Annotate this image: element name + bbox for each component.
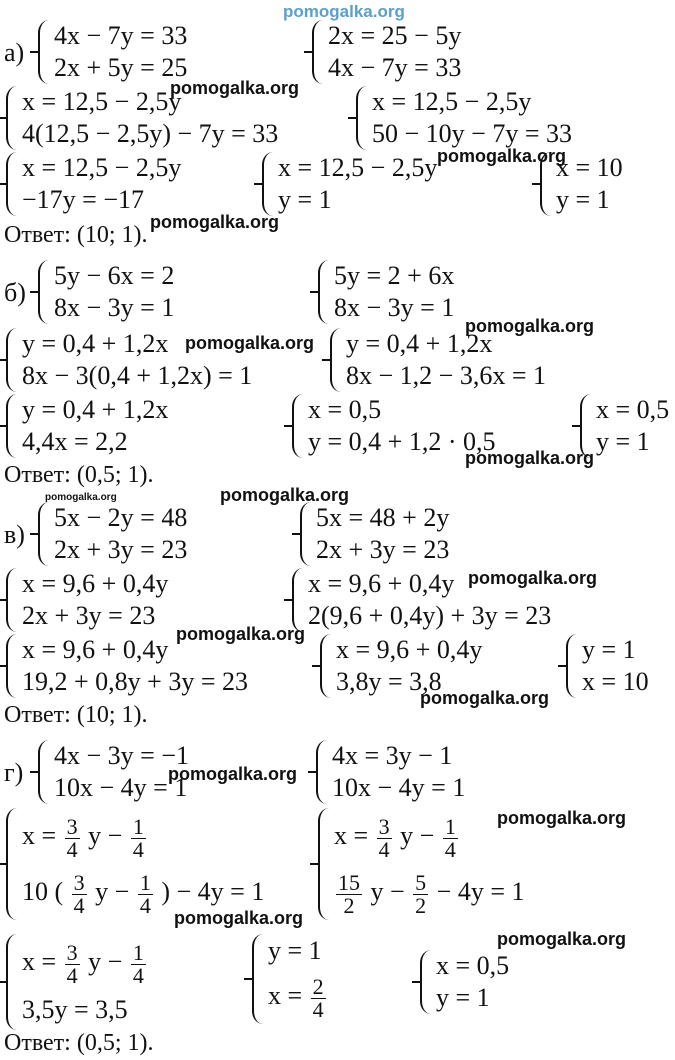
equation-system <box>262 152 437 216</box>
equation: x = 10 <box>556 153 623 182</box>
equation-system <box>6 634 248 698</box>
watermark: pomogalka.org <box>468 568 598 588</box>
brace <box>38 502 49 566</box>
equation-system <box>38 740 189 804</box>
part-label: а) <box>4 38 25 67</box>
equation-system <box>300 502 449 566</box>
equation: x = 9,6 + 0,4y <box>22 635 169 664</box>
equation-system <box>316 740 465 804</box>
watermark: pomogalka.org <box>497 929 627 949</box>
equation: 3,5y = 3,5 <box>22 995 128 1024</box>
answer: Ответ: (10; 1). <box>4 702 148 728</box>
equation: 4x − 7y = 33 <box>328 53 462 82</box>
equation-system <box>330 328 546 392</box>
equation: x = $\frac{3}{4}$ y − $\frac{1}{4}$ <box>22 939 144 988</box>
brace <box>38 740 49 804</box>
equation-system <box>38 502 187 566</box>
equation: 4x − 3y = −1 <box>54 741 189 770</box>
equation: x = 0,5 <box>436 951 510 980</box>
watermark: pomogalka.org <box>185 333 315 353</box>
equation-system <box>320 634 482 698</box>
equation-system <box>292 394 495 458</box>
brace <box>262 152 273 216</box>
brace <box>580 394 591 458</box>
equation: 2x = 25 − 5y <box>328 21 462 50</box>
equation: 50 − 10y − 7y = 33 <box>372 119 572 148</box>
brace <box>6 934 17 1030</box>
brace <box>292 394 303 458</box>
equation: 19,2 + 0,8y + 3y = 23 <box>22 667 248 696</box>
equation: 4x = 3y − 1 <box>332 741 453 770</box>
equation: 5y = 2 + 6x <box>334 261 455 290</box>
fraction: $\frac{15}{2}$ <box>338 869 360 918</box>
equation: 3,8y = 3,8 <box>336 667 442 696</box>
equation: 4x − 7y = 33 <box>54 21 188 50</box>
brace <box>6 328 17 392</box>
brace <box>320 634 331 698</box>
watermark: pomogalka.org <box>174 908 304 928</box>
equation: y = 1 <box>436 983 490 1012</box>
equation: 2x + 3y = 23 <box>316 535 450 564</box>
fraction: $\frac{1}{4}$ <box>139 869 151 918</box>
equation: y = 0,4 + 1,2 · 0,5 <box>308 427 496 456</box>
equation: x = 9,6 + 0,4y <box>336 635 483 664</box>
equation: y = 1 <box>268 936 322 965</box>
fraction: $\frac{3}{4}$ <box>66 939 78 988</box>
equation: 4,4x = 2,2 <box>22 427 128 456</box>
brace <box>316 740 327 804</box>
brace <box>6 152 17 216</box>
watermark: pomogalka.org <box>465 316 595 336</box>
equation-system <box>6 934 148 1030</box>
brace <box>318 808 329 920</box>
fraction: $\frac{5}{2}$ <box>415 869 427 918</box>
fraction: $\frac{2}{4}$ <box>312 973 324 1022</box>
equation: 2x + 5y = 25 <box>54 53 188 82</box>
equation: 2(9,6 + 0,4y) + 3y = 23 <box>308 601 552 630</box>
answer: Ответ: (0,5; 1). <box>4 462 154 488</box>
part-label: б) <box>4 278 26 307</box>
brace <box>38 20 49 84</box>
equation: y = 1 <box>278 185 332 214</box>
brace <box>420 950 431 1014</box>
brace <box>312 20 323 84</box>
equation-system <box>318 260 454 324</box>
equation-system <box>6 808 264 920</box>
equation: 10x − 4y = 1 <box>332 773 466 802</box>
equation: 4(12,5 − 2,5y) − 7y = 33 <box>22 119 279 148</box>
brace <box>330 328 341 392</box>
watermark: pomogalka.org <box>176 624 306 644</box>
equation-system <box>312 20 461 84</box>
fraction: $\frac{1}{4}$ <box>132 813 144 862</box>
equation: y = 1 <box>582 635 636 664</box>
equation: 10 ( $\frac{3}{4}$ y − $\frac{1}{4}$ ) − 4y = 1 <box>22 869 265 918</box>
equation: 2x + 3y = 23 <box>22 601 156 630</box>
equation: x = 12,5 − 2,5y <box>22 153 182 182</box>
fraction: $\frac{3}{4}$ <box>378 813 390 862</box>
equation: x = 9,6 + 0,4y <box>22 569 169 598</box>
equation: x = $\frac{3}{4}$ y − $\frac{1}{4}$ <box>22 813 144 862</box>
equation-system <box>6 152 181 216</box>
brace <box>566 634 577 698</box>
watermark: pomogalka.org <box>168 764 298 784</box>
brace <box>300 502 311 566</box>
brace <box>6 394 17 458</box>
watermark-top: pomogalka.org <box>283 2 405 21</box>
watermark-small: pomogalka.org <box>45 492 117 503</box>
watermark: pomogalka.org <box>497 808 627 828</box>
fraction: $\frac{3}{4}$ <box>66 813 78 862</box>
equation: x = 0,5 <box>308 395 382 424</box>
equation-system <box>540 152 623 216</box>
brace <box>6 568 17 632</box>
brace <box>38 260 49 324</box>
equation-system <box>6 568 168 632</box>
fraction: $\frac{1}{4}$ <box>444 813 456 862</box>
equation-system <box>6 394 168 458</box>
equation-system <box>6 328 252 392</box>
brace <box>292 568 303 632</box>
equation-system <box>420 950 509 1014</box>
equation-system <box>356 86 572 150</box>
part-label: г) <box>4 758 24 787</box>
equation-system <box>38 20 187 84</box>
equation: 2x + 3y = 23 <box>54 535 188 564</box>
brace <box>540 152 551 216</box>
brace <box>6 634 17 698</box>
equation-system <box>292 568 551 632</box>
brace <box>6 86 17 150</box>
watermark: pomogalka.org <box>465 448 595 468</box>
fraction: $\frac{1}{4}$ <box>132 939 144 988</box>
equation: x = 12,5 − 2,5y <box>372 87 532 116</box>
watermark: pomogalka.org <box>150 212 280 232</box>
equation-system <box>580 394 669 458</box>
equation: y = 0,4 + 1,2x <box>22 395 169 424</box>
watermark: pomogalka.org <box>437 146 567 166</box>
equation-system <box>318 808 525 920</box>
equation: 8x − 3y = 1 <box>54 293 175 322</box>
fraction: $\frac{3}{4}$ <box>73 869 85 918</box>
equation: y = 0,4 + 1,2x <box>22 329 169 358</box>
brace <box>252 934 263 1024</box>
equation: y = 1 <box>596 427 650 456</box>
brace <box>6 808 17 920</box>
equation: 5y − 6x = 2 <box>54 261 175 290</box>
equation: 5x = 48 + 2y <box>316 503 450 532</box>
equation: x = $\frac{2}{4}$ <box>268 973 324 1022</box>
equation-system <box>252 934 328 1024</box>
equation: x = 10 <box>582 667 649 696</box>
equation: 10x − 4y = 1 <box>54 773 188 802</box>
equation: x = 9,6 + 0,4y <box>308 569 455 598</box>
equation-system <box>38 260 174 324</box>
equation: 8x − 3y = 1 <box>334 293 455 322</box>
equation: x = $\frac{3}{4}$ y − $\frac{1}{4}$ <box>334 813 456 862</box>
brace <box>318 260 329 324</box>
equation: y = 0,4 + 1,2x <box>346 329 493 358</box>
watermark: pomogalka.org <box>420 688 550 708</box>
watermark: pomogalka.org <box>220 485 350 505</box>
brace <box>356 86 367 150</box>
equation: 8x − 3(0,4 + 1,2x) = 1 <box>22 361 253 390</box>
equation: −17y = −17 <box>22 185 144 214</box>
equation: y = 1 <box>556 185 610 214</box>
equation: 5x − 2y = 48 <box>54 503 188 532</box>
equation: 8x − 1,2 − 3,6x = 1 <box>346 361 546 390</box>
answer: Ответ: (0,5; 1). <box>4 1030 154 1056</box>
equation: x = 12,5 − 2,5y <box>278 153 438 182</box>
equation: x = 12,5 − 2,5y <box>22 87 182 116</box>
equation-system <box>566 634 649 698</box>
watermark: pomogalka.org <box>170 78 300 98</box>
answer: Ответ: (10; 1). <box>4 222 148 248</box>
equation: x = 0,5 <box>596 395 670 424</box>
part-label: в) <box>4 520 25 549</box>
equation: $\frac{15}{2}$ y − $\frac{5}{2}$ − 4y = 1 <box>338 869 525 918</box>
equation-system <box>6 86 278 150</box>
